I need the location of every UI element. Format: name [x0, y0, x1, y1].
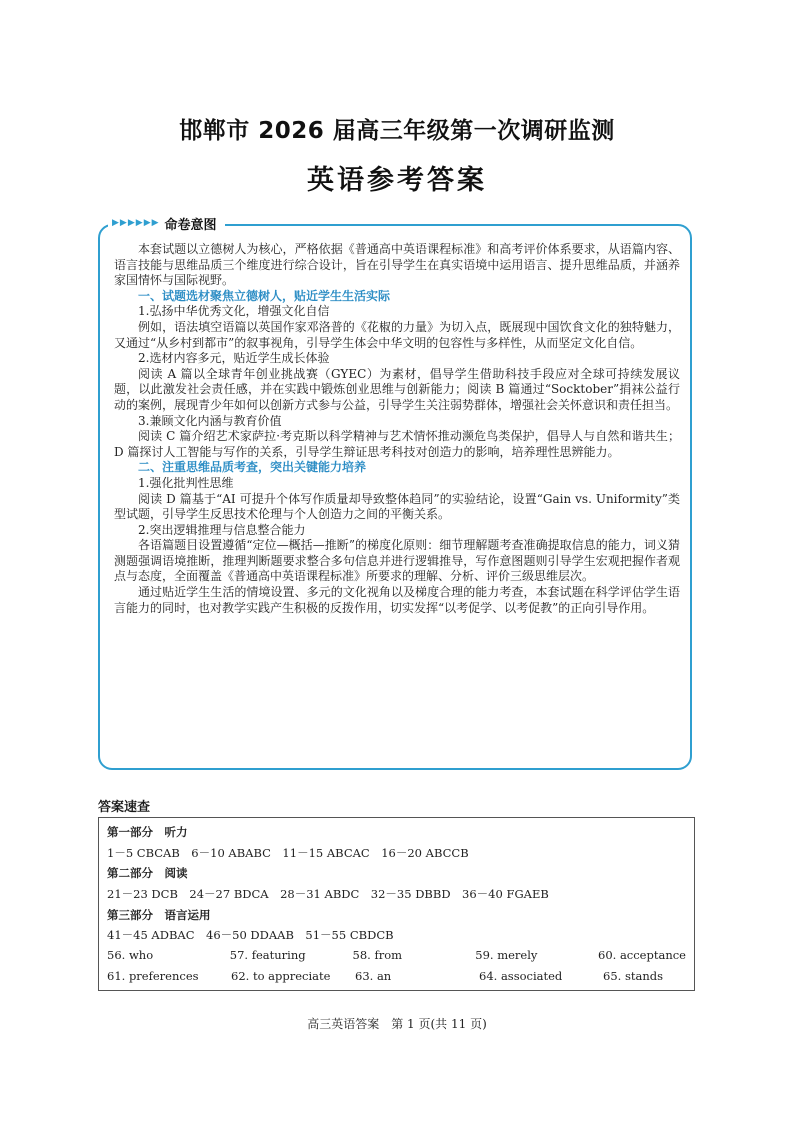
answers-box [98, 817, 695, 991]
arrow-icons [112, 218, 159, 228]
arrow-icon: ▶ [119, 218, 127, 228]
arrow-icon: ▶ [127, 218, 135, 228]
paragraph: 3.兼顾文化内涵与教育价值 [138, 413, 282, 428]
paragraph: 通过贴近学生生活的情境设置、多元的文化视角以及梯度合理的能力考查，本套试题在科学评估学生语言能力的同时，也对教学实践产生积极的反拨作用，切实发挥“以考促学、以考促教”的正向引导作用。 [114, 585, 680, 615]
page-footer: 高三英语答案 第 1 页(共 11 页) [307, 1017, 487, 1031]
document-subtitle: 英语参考答案 [307, 165, 487, 196]
part1-answers: 1－5 CBCAB 6－10 ABABC 11－15 ABCAC 16－20 ABCCB [107, 846, 469, 860]
fill-answer: 58. from [352, 948, 403, 962]
section-heading: 一、试题选材聚焦立德树人，贴近学生生活实际 [138, 288, 391, 303]
paragraph: 2.突出逻辑推理与信息整合能力 [138, 522, 306, 537]
fill-row-1 [107, 946, 686, 964]
arrow-icon: ▶ [151, 218, 159, 228]
arrow-icon: ▶ [135, 218, 143, 228]
section-heading: 二、注重思维品质考查，突出关键能力培养 [138, 460, 367, 475]
part2-label: 第二部分 阅读 [107, 866, 188, 880]
fill-answer: 61. preferences [107, 969, 199, 983]
paragraph: 阅读 C 篇介绍艺术家萨拉·考克斯以科学精神与艺术情怀推动濒危鸟类保护，倡导人与自然和谐共生；D 篇探讨人工智能与写作的关系，引导学生辩证思考科技对创造力的影响，培养理性思辨能力。 [114, 429, 680, 459]
part2-answers: 21－23 DCB 24－27 BDCA 28－31 ABDC 32－35 DBBD 36－40 FGAEB [107, 887, 549, 901]
paragraph: 各语篇题目设置遵循“定位—概括—推断”的梯度化原则：细节理解题考查准确提取信息的能力，词义猜测题强调语境推断，推理判断题要求整合多句信息并进行逻辑推导，写作意图题则引导学生宏观把握作者观点与态度，全面覆盖《普通高中英语课程标准》所要求的理解、分析、评价三级思维层次。 [114, 538, 680, 584]
answers-title: 答案速查 [98, 800, 151, 815]
arrow-icon: ▶ [112, 218, 119, 228]
arrow-icon: ▶ [143, 218, 151, 228]
paragraph: 本套试题以立德树人为核心，严格依据《普通高中英语课程标准》和高考评价体系要求，从语篇内容、语言技能与思维品质三个维度进行综合设计，旨在引导学生在真实语境中运用语言、提升思维品质，并涵养家国情怀与国际视野。 [114, 242, 680, 288]
fill-answer: 62. to appreciate [231, 969, 331, 983]
part3-label: 第三部分 语言运用 [107, 908, 211, 922]
fill-row-2 [107, 967, 686, 985]
paragraph: 例如，语法填空语篇以英国作家邓洛普的《花椒的力量》为切入点，既展现中国饮食文化的独特魅力，又通过“从乡村到都市”的叙事视角，引导学生体会中华文明的包容性与多样性，从而坚定文化自信。 [114, 319, 680, 350]
paragraph: 阅读 D 篇基于“AI 可提升个体写作质量却导致整体趋同”的实验结论，设置“Gain vs. Uniformity”类型试题，引导学生反思技术伦理与个人创造力之间的平衡关系。 [114, 491, 680, 522]
paragraph: 1.强化批判性思维 [138, 475, 234, 490]
fill-answer: 60. acceptance [598, 948, 686, 962]
paragraph: 2.选材内容多元，贴近学生成长体验 [138, 351, 330, 366]
intent-header [108, 212, 225, 234]
paragraph: 1.弘扬中华优秀文化，增强文化自信 [138, 304, 330, 319]
paragraph: 阅读 A 篇以全球青年创业挑战赛（GYEC）为素材，倡导学生借助科技手段应对全球可持续发展议题，以此激发社会责任感，并在实践中锻炼创业思维与创新能力；阅读 B 篇通过“Socktober”捐袜公益行动的案例，展现青少年如何以创新方式参与公益，引导学生关注弱势群体，增强社会关怀意识和责任担当。 [114, 366, 680, 412]
fill-answer: 64. associated [479, 969, 563, 983]
part3-answers: 41－45 ADBAC 46－50 DDAAB 51－55 CBDCB [107, 928, 394, 942]
fill-answer: 63. an [355, 969, 392, 983]
fill-answer: 56. who [107, 948, 154, 962]
intent-body [114, 242, 680, 616]
fill-answer: 59. merely [475, 948, 538, 962]
intent-label: 命卷意图 [164, 217, 217, 233]
fill-answer: 65. stands [603, 969, 663, 983]
fill-answer: 57. featuring [229, 948, 306, 962]
document-title: 邯郸市 2026 届高三年级第一次调研监测 [179, 118, 615, 144]
part1-label: 第一部分 听力 [107, 825, 188, 839]
